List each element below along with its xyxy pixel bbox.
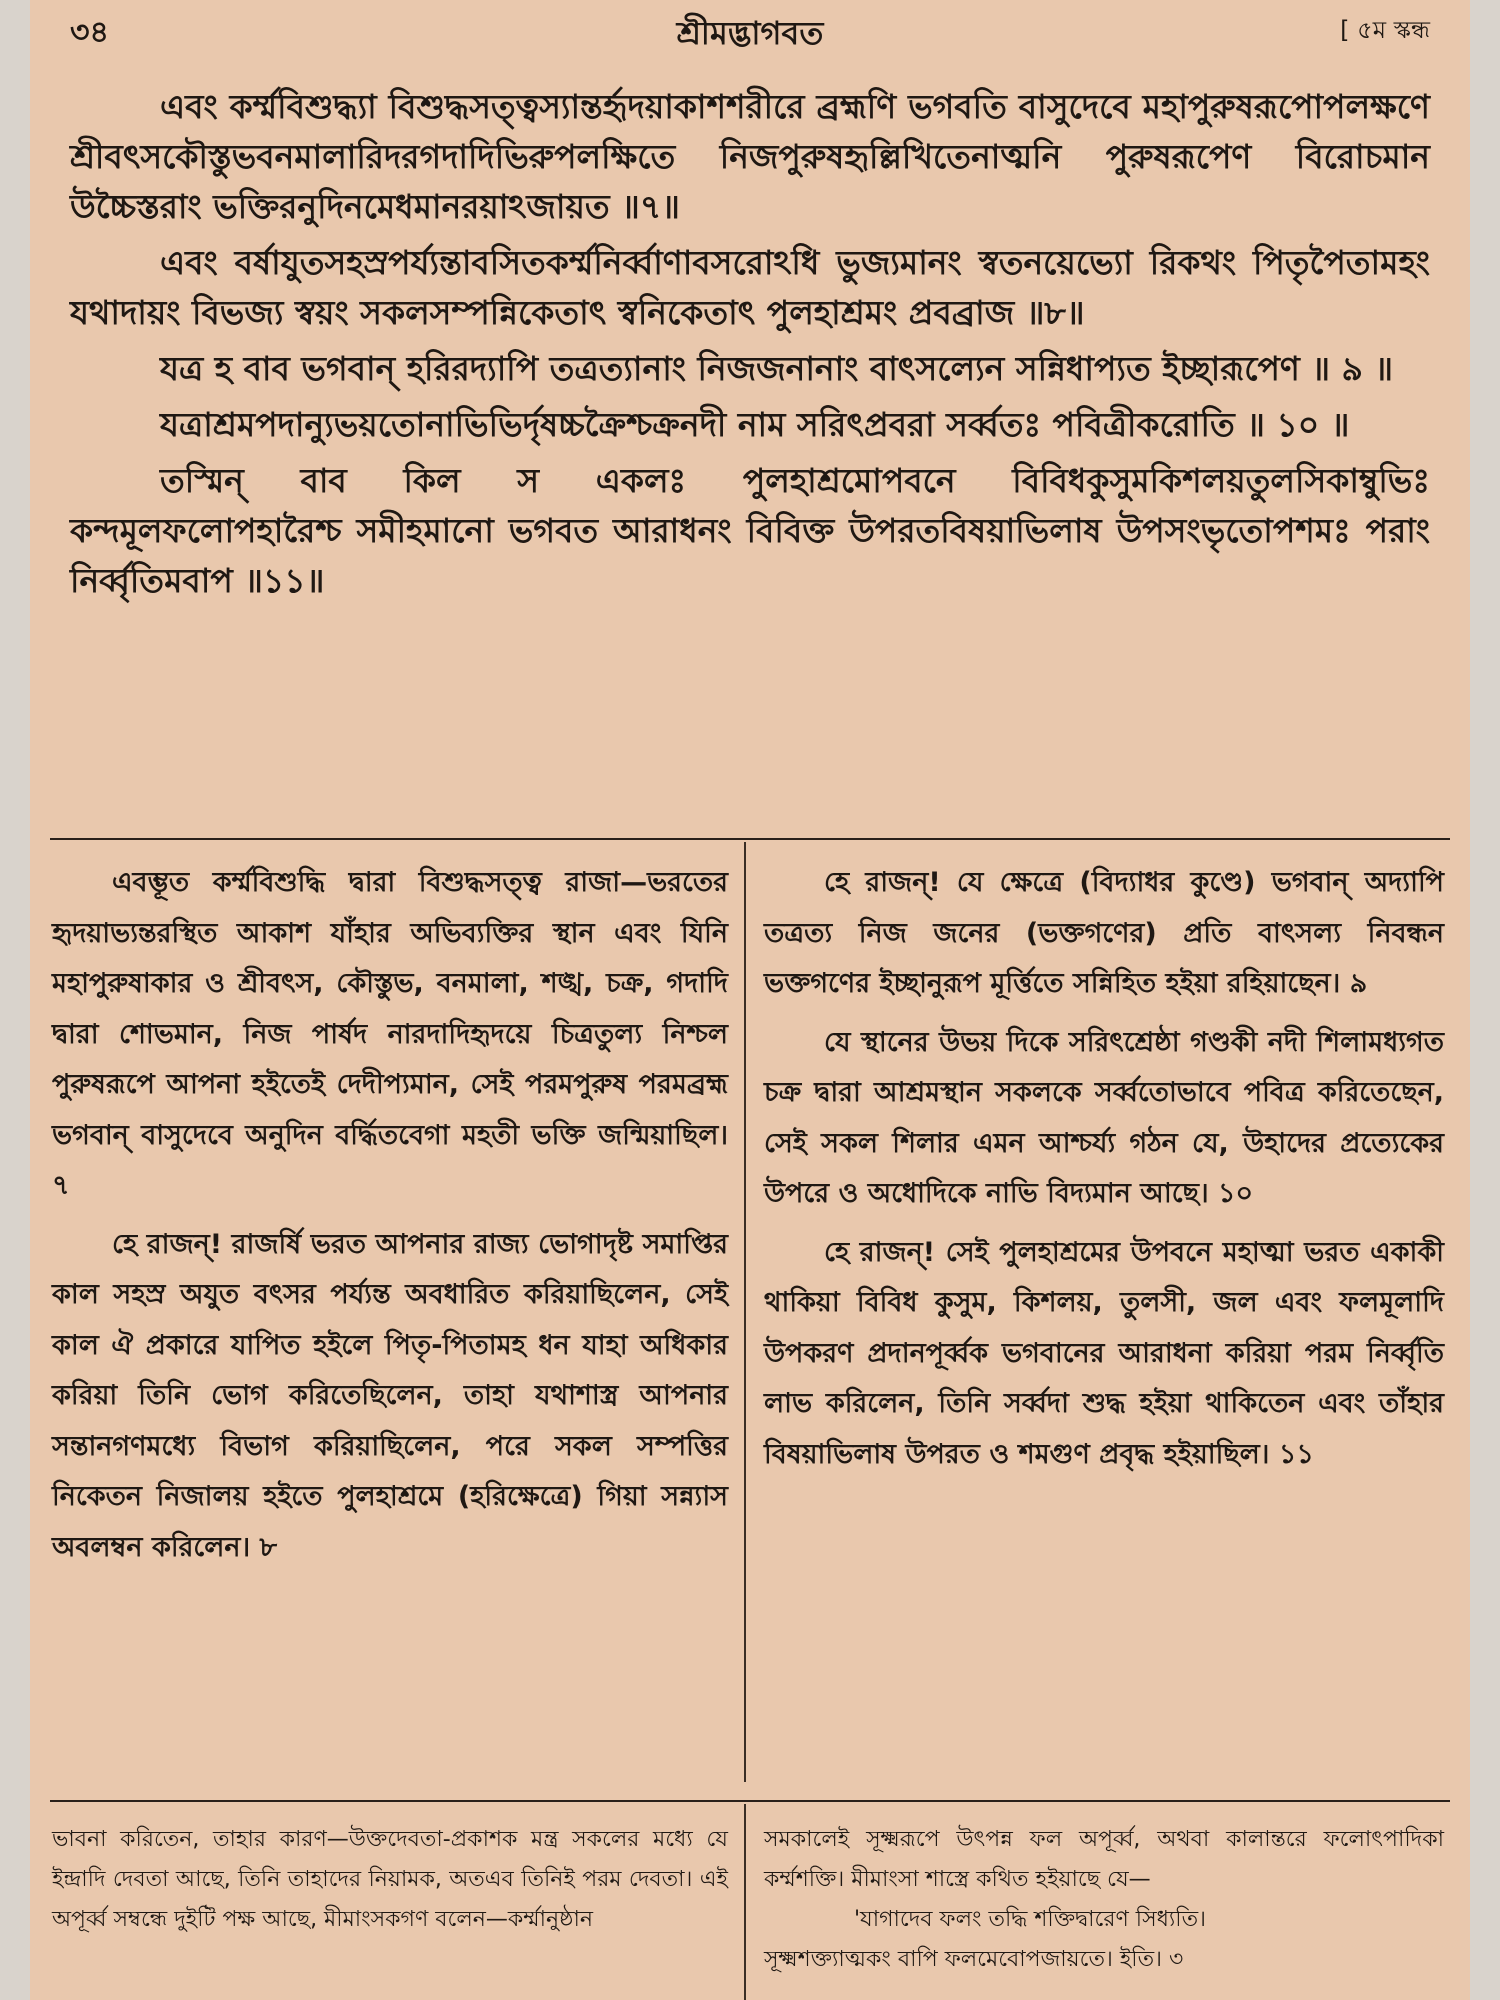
part-label: [ ৫ম স্কন্ধ — [1340, 16, 1430, 44]
footnote-text: ভাবনা করিতেন, তাহার কারণ—উক্তদেবতা-প্রকাশক মন্ত্র সকলের মধ্যে যে ইন্দ্রাদি দেবতা আছে, তিনি তাহাদের নিয়ামক, অতএব তিনিই পরম দেবতা। এই অপূর্ব্ব সম্বন্ধে দুইটি পক্ষ আছে, মীমাংসকগণ বলেন—কর্ম্মানুষ্ঠান — [52, 1827, 728, 1932]
column-divider — [744, 842, 746, 1782]
verse-9: যত্র হ বাব ভগবান্ হরিরদ্যাপি তত্রত্যানাং নিজজনানাং বাৎসল্যেন সন্নিধাপ্যত ইচ্ছারূপেণ ॥ ৯ ॥ — [160, 349, 1394, 388]
footnote-column-divider — [744, 1804, 746, 2000]
translation-paragraph: হে রাজন্! যে ক্ষেত্রে (বিদ্যাধর কুণ্ডে) ভগবান্ অদ্যাপি তত্রত্য নিজ জনের (ভক্তগণের) প্রতি বাৎসল্য নিবন্ধন ভক্তগণের ইচ্ছানুরূপ মূর্ত্তিতে সন্নিহিত হইয়া রহিয়াছেন। ৯ — [764, 867, 1444, 999]
sanskrit-verses — [70, 82, 1430, 612]
page-number: ৩৪ — [70, 15, 109, 50]
verse-8: এবং বর্ষাযুতসহস্রপর্য্যন্তাবসিতকর্ম্মনির্ব্বাণাবসরোঽধি ভুজ্যমানং স্বতনয়েভ্যো রিকথং পিতৃপৈতামহং যথাদায়ং বিভজ্য স্বয়ং সকলসম্পন্নিকেতাৎ স্বনিকেতাৎ পুলহাশ্রমং প্রবব্রাজ ॥৮॥ — [70, 243, 1430, 332]
translation-paragraph: এবম্ভূত কর্ম্মবিশুদ্ধি দ্বারা বিশুদ্ধসত্ত্ব রাজা—ভরতের হৃদয়াভ্যন্তরস্থিত আকাশ যাঁহার অভিব্যক্তির স্থান এবং যিনি মহাপুরুষাকার ও শ্রীবৎস, কৌস্তুভ, বনমালা, শঙ্খ, চক্র, গদাদি দ্বারা শোভমান, নিজ পার্ষদ নারদাদিহৃদয়ে চিত্রতুল্য নিশ্চল পুরুষরূপে আপনা হইতেই দেদীপ্যমান, সেই পরমপুরুষ পরমব্রহ্ম ভগবান্ বাসুদেবে অনুদিন বর্দ্ধিতবেগা মহতী ভক্তি জন্মিয়াছিল। ৭ — [52, 867, 728, 1201]
verse-11: তস্মিন্ বাব কিল স একলঃ পুলহাশ্রমোপবনে বিবিধকুসুমকিশলয়তুলসিকাম্বুভিঃ কন্দমূলফলোপহারৈশ্চ সমীহমানো ভগবত আরাধনং বিবিক্ত উপরতবিষয়াভিলাষ উপসংভৃতোপশমঃ পরাং নির্ব্বৃতিমবাপ ॥১১॥ — [70, 461, 1430, 600]
translation-left-column — [52, 858, 728, 1581]
footnote-right — [764, 1820, 1444, 1980]
translation-paragraph: যে স্থানের উভয় দিকে সরিৎশ্রেষ্ঠা গণ্ডকী নদী শিলামধ্যগত চক্র দ্বারা আশ্রমস্থান সকলকে সর্ব্বতোভাবে পবিত্র করিতেছেন, সেই সকল শিলার এমন আশ্চর্য্য গঠন যে, উহাদের প্রত্যেকের উপরে ও অধোদিকে নাভি বিদ্যমান আছে। ১০ — [764, 1026, 1444, 1209]
translation-paragraph: হে রাজন্! রাজর্ষি ভরত আপনার রাজ্য ভোগাদৃষ্ট সমাপ্তির কাল সহস্র অযুত বৎসর পর্য্যন্ত অবধারিত করিয়াছিলেন, সেই কাল ঐ প্রকারে যাপিত হইলে পিতৃ-পিতামহ ধন যাহা অধিকার করিয়া তিনি ভোগ করিতেছিলেন, তাহা যথাশাস্ত্র আপনার সন্তানগণমধ্যে বিভাগ করিয়াছিলেন, পরে সকল সম্পত্তির নিকেতন নিজালয় হইতে পুলহাশ্রমে (হরিক্ষেত্রে) গিয়া সন্ন্যাস অবলম্বন করিলেন। ৮ — [52, 1228, 728, 1563]
verse-10: যত্রাশ্রমপদান্যুভয়তোনাভিভির্দৃষচ্চক্রৈশ্চক্রনদী নাম সরিৎপ্রবরা সর্ব্বতঃ পবিত্রীকরোতি ॥ ১০ ॥ — [160, 405, 1350, 444]
section-divider — [50, 838, 1450, 840]
footnote-divider — [50, 1800, 1450, 1802]
page-header — [70, 8, 1430, 54]
verse-7: এবং কর্ম্মবিশুদ্ধ্যা বিশুদ্ধসত্ত্বস্যান্তর্হৃদয়াকাশশরীরে ব্রহ্মণি ভগবতি বাসুদেবে মহাপুরুষরূপোপলক্ষণে শ্রীবৎসকৌস্তুভবনমালারিদরগদাদিভিরুপলক্ষিতে নিজপুরুষহৃল্লিখিতেনাত্মনি পুরুষরূপেণ বিরোচমান উচ্চৈস্তরাং ভক্তিরনুদিনমেধমানরয়াঽজায়ত ॥৭॥ — [70, 87, 1430, 226]
book-title: শ্রীমদ্ভাগবত — [676, 14, 824, 52]
translation-right-column — [764, 858, 1444, 1488]
footnote-text: সমকালেই সূক্ষ্মরূপে উৎপন্ন ফল অপূর্ব্ব, অথবা কালান্তরে ফলোৎপাদিকা কর্ম্মশক্তি। মীমাংসা শাস্ত্রে কথিত হইয়াছে যে— — [764, 1827, 1444, 1892]
footnote-quote: 'যাগাদেব ফলং তদ্ধি শক্তিদ্বারেণ সিধ্যতি। — [854, 1907, 1206, 1932]
book-page — [30, 0, 1470, 2000]
translation-paragraph: হে রাজন্! সেই পুলহাশ্রমের উপবনে মহাত্মা ভরত একাকী থাকিয়া বিবিধ কুসুম, কিশলয়, তুলসী, জল এবং ফলমূলাদি উপকরণ প্রদানপূর্ব্বক ভগবানের আরাধনা করিয়া পরম নির্ব্বৃতি লাভ করিলেন, তিনি সর্ব্বদা শুদ্ধ হইয়া থাকিতেন এবং তাঁহার বিষয়াভিলাষ উপরত ও শমগুণ প্রবৃদ্ধ হইয়াছিল। ১১ — [764, 1236, 1444, 1470]
footnote-left — [52, 1820, 728, 1940]
footnote-quote-end: সূক্ষ্মশক্ত্যাত্মকং বাপি ফলমেবোপজায়তে। ইতি। ৩ — [764, 1947, 1184, 1972]
